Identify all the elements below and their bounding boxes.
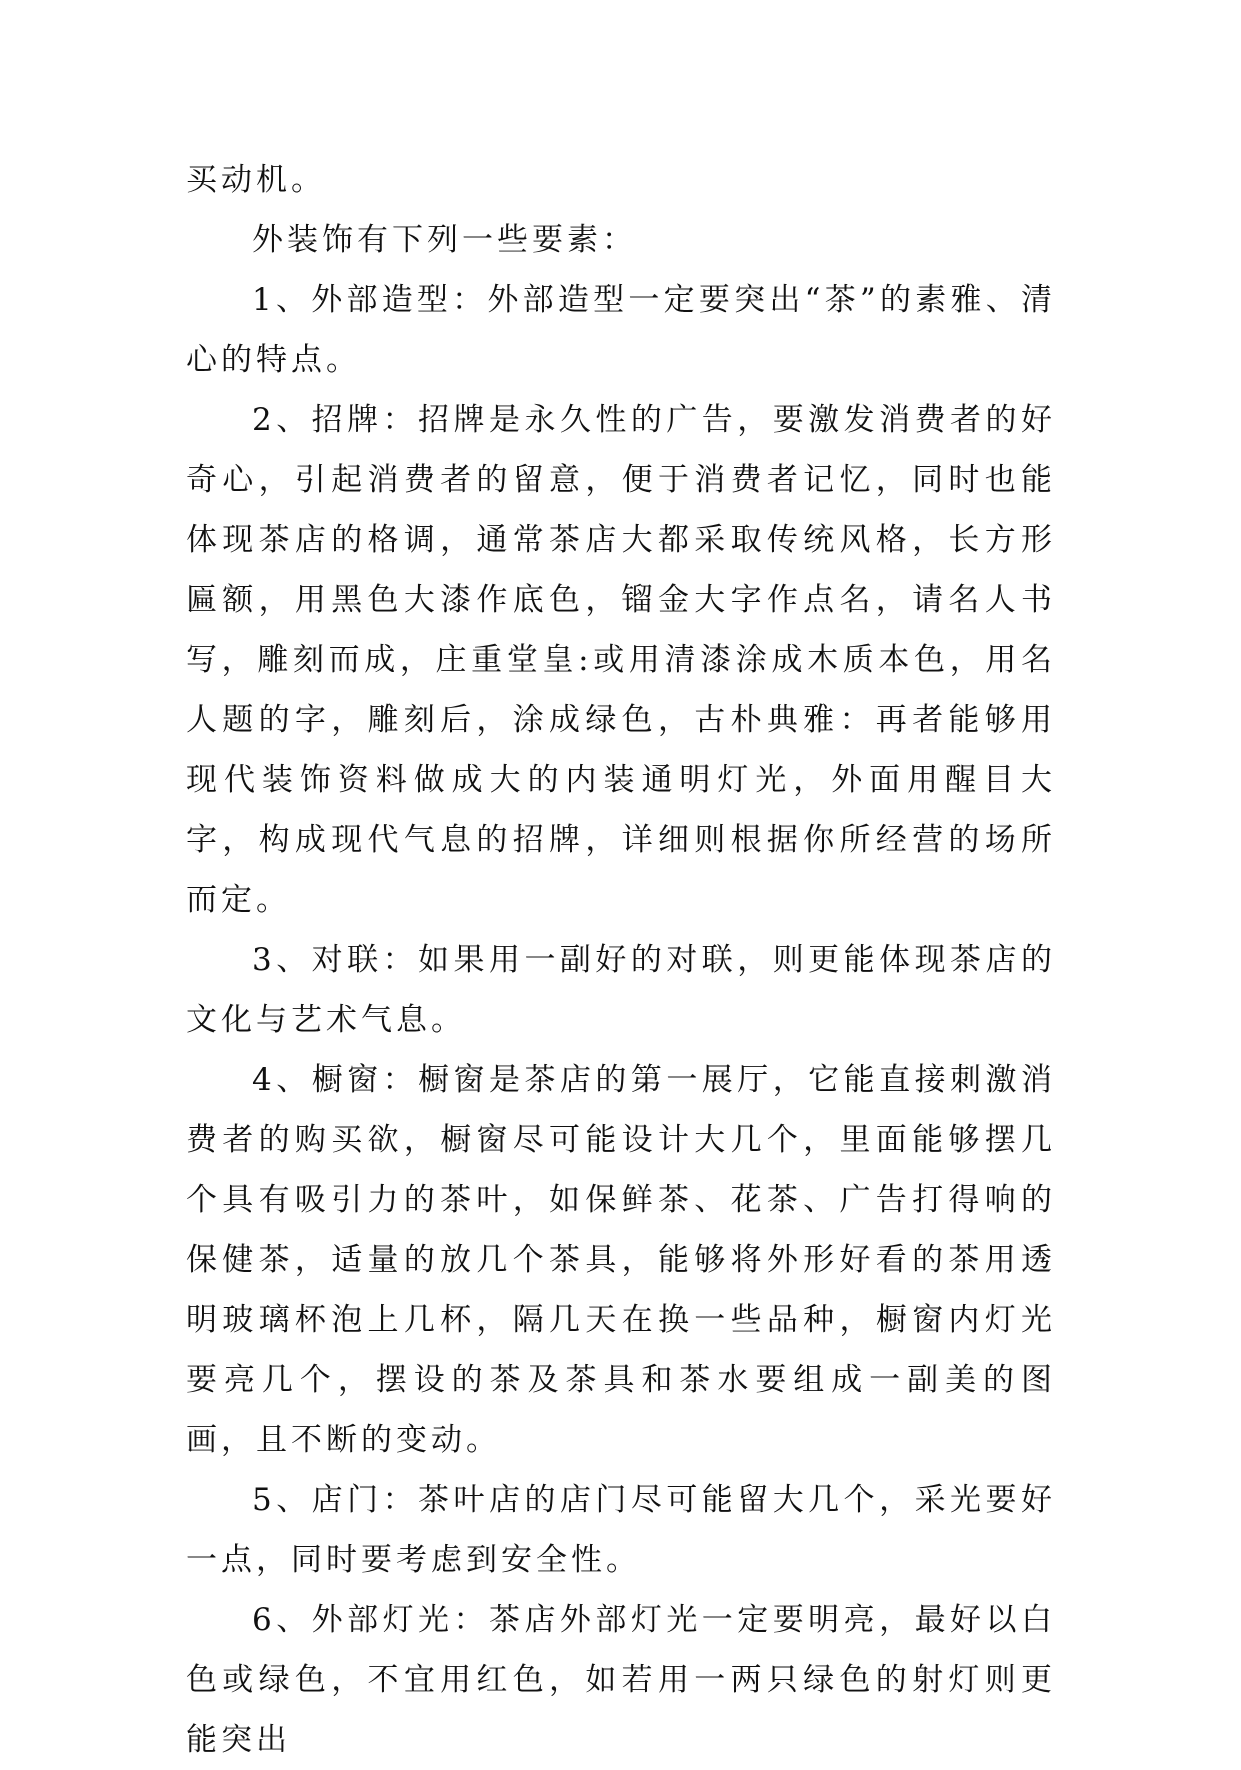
paragraph-item-3: 3、对联：如果用一副好的对联，则更能体现茶店的文化与艺术气息。 <box>186 942 1056 1038</box>
paragraph-item-5: 5、店门：茶叶店的店门尽可能留大几个，采光要好一点，同时要考虑到安全性。 <box>186 1482 1056 1578</box>
document-body <box>186 150 1056 1770</box>
paragraph-continuation: 买动机。 <box>186 162 326 198</box>
paragraph-item-1: 1、外部造型：外部造型一定要突出“茶”的素雅、清心的特点。 <box>186 282 1056 378</box>
paragraph-item-4: 4、橱窗：橱窗是茶店的第一展厅，它能直接刺激消费者的购买欲，橱窗尽可能设计大几个，里面能够摆几个具有吸引力的茶叶，如保鲜茶、花茶、广告打得响的保健茶，适量的放几个茶具，能够将外形好看的茶用透明玻璃杯泡上几杯，隔几天在换一些品种，橱窗内灯光要亮几个，摆设的茶及茶具和茶水要组成一副美的图画，且不断的变动。 <box>186 1062 1056 1458</box>
paragraph-item-2: 2、招牌：招牌是永久性的广告，要激发消费者的好奇心，引起消费者的留意，便于消费者记忆，同时也能体现茶店的格调，通常茶店大都采取传统风格，长方形匾额，用黑色大漆作底色，镏金大字作点名，请名人书写，雕刻而成，庄重堂皇:或用清漆涂成木质本色，用名人题的字，雕刻后，涂成绿色，古朴典雅：再者能够用现代装饰资料做成大的内装通明灯光，外面用醒目大字，构成现代气息的招牌，详细则根据你所经营的场所而定。 <box>186 402 1056 918</box>
paragraph-intro: 外装饰有下列一些要素： <box>252 222 637 258</box>
paragraph-item-6: 6、外部灯光：茶店外部灯光一定要明亮，最好以白色或绿色，不宜用红色，如若用一两只绿色的射灯则更能突出 <box>186 1602 1056 1758</box>
